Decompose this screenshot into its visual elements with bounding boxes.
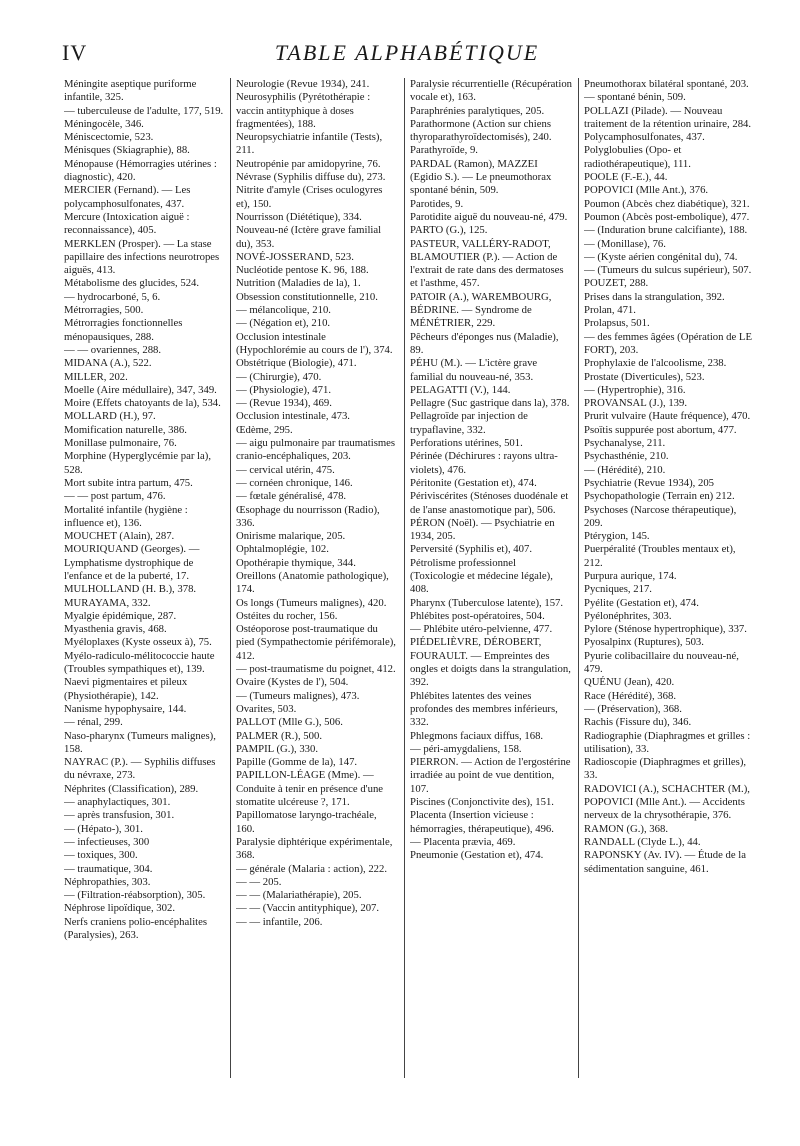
index-entry: — hydrocarboné, 5, 6. bbox=[64, 290, 161, 303]
index-entry: Pêcheurs d'éponges nus (Maladie), 89. bbox=[410, 330, 559, 356]
index-entry: PÉHU (M.). — L'ictère grave familial du nouveau-né, 353. bbox=[410, 357, 538, 383]
index-entry: Névrase (Syphilis diffuse du), 273. bbox=[236, 171, 386, 184]
index-entry: Radioscopie (Diaphragmes et grilles), 33. bbox=[584, 756, 747, 782]
index-entry: — toxiques, 300. bbox=[64, 849, 138, 862]
index-entry: — après transfusion, 301. bbox=[64, 809, 175, 822]
index-entry: — (Hépato-), 301. bbox=[64, 822, 143, 835]
index-entry: — (Induration brune calcifiante), 188. bbox=[584, 224, 748, 237]
index-entry: MERKLEN (Prosper). — La stase papillaire des infections neurotropes aiguës, 413. bbox=[64, 237, 220, 277]
index-entry: Pyurie colibacillaire du nouveau-né, 479. bbox=[584, 649, 739, 676]
index-entry: — Phlébite utéro-pelvienne, 477. bbox=[410, 623, 553, 636]
index-entry: Onirisme malarique, 205. bbox=[236, 530, 346, 543]
index-entry: — — post partum, 476. bbox=[64, 490, 166, 503]
index-entry: Ménopause (Hémorragies utérines : diagnostic), 420. bbox=[64, 157, 217, 184]
index-entry: — rénal, 299. bbox=[64, 716, 123, 729]
index-entry: — (Négation et), 210. bbox=[236, 317, 331, 330]
index-entry: — spontané bénin, 509. bbox=[584, 91, 686, 104]
index-entry: PARTO (G.), 125. bbox=[410, 224, 488, 237]
index-entry: Mercure (Intoxication aiguë : reconnaissance), 405. bbox=[64, 210, 190, 237]
index-entry: Péritonite (Gestation et), 474. bbox=[410, 476, 537, 489]
index-entry: Oreillons (Anatomie pathologique), 174. bbox=[236, 569, 389, 596]
index-entry: Ovarites, 503. bbox=[236, 702, 297, 715]
index-entry: Myélo-radiculo-mélitococcie haute (Troubles sympathiques et), 139. bbox=[64, 649, 215, 676]
index-entry: — (Monillase), 76. bbox=[584, 237, 666, 250]
index-entry: Papillomatose laryngo-trachéale, 160. bbox=[236, 809, 377, 835]
index-entry: Rachis (Fissure du), 346. bbox=[584, 716, 692, 729]
index-entry: Nouveau-né (Ictère grave familial du), 353. bbox=[236, 224, 382, 250]
index-entry: Ménisques (Skiagraphie), 88. bbox=[64, 144, 190, 157]
index-entry: Œdème, 295. bbox=[236, 423, 293, 436]
index-entry: — générale (Malaria : action), 222. bbox=[236, 862, 388, 875]
index-entry: Prostate (Diverticules), 523. bbox=[584, 370, 705, 383]
index-entry: Méningocèle, 346. bbox=[64, 117, 144, 130]
index-entry: POUZET, 288. bbox=[584, 277, 649, 290]
index-entry: Métabolisme des glucides, 524. bbox=[64, 277, 200, 290]
index-entry: Ostéites du rocher, 156. bbox=[236, 609, 338, 622]
index-entry: — cervical utérin, 475. bbox=[236, 463, 335, 476]
index-entry: Opothérapie thymique, 344. bbox=[236, 556, 356, 569]
index-entry: Naso-pharynx (Tumeurs malignes), 158. bbox=[64, 729, 216, 755]
index-entry: — — ovariennes, 288. bbox=[64, 343, 162, 356]
index-entry: PALMER (R.), 500. bbox=[236, 729, 323, 742]
index-entry: — — infantile, 206. bbox=[236, 915, 323, 928]
index-entry: Paraphrénies paralytiques, 205. bbox=[410, 104, 545, 117]
page-number: IV bbox=[62, 40, 88, 65]
index-entry: Ovaire (Kystes de l'), 504. bbox=[236, 676, 349, 689]
index-entry: Psychasthénie, 210. bbox=[584, 450, 669, 463]
index-entry: Phlébites latentes des veines profondes des membres inférieurs, 332. bbox=[410, 689, 558, 729]
index-entry: Pneumothorax bilatéral spontané, 203. bbox=[584, 78, 749, 90]
index-entry: Papille (Gomme de la), 147. bbox=[236, 756, 358, 769]
index-entry: NOVÉ-JOSSERAND, 523. bbox=[236, 250, 354, 263]
index-entry: Neutropénie par amidopyrine, 76. bbox=[236, 157, 381, 170]
index-entry: PASTEUR, VALLÉRY-RADOT, BLAMOUTIER (P.). — Action de l'extrait de rate dans des dermatoses et l'asthme, 457. bbox=[410, 237, 564, 290]
index-entry: Neuropsychiatrie infantile (Tests), 211. bbox=[236, 131, 383, 157]
index-entry: Pneumonie (Gestation et), 474. bbox=[410, 849, 544, 862]
index-entry: — post-traumatisme du poignet, 412. bbox=[236, 663, 396, 676]
index-entry: Phlébites post-opératoires, 504. bbox=[410, 609, 545, 622]
index-entry: Neurologie (Revue 1934), 241. bbox=[236, 78, 370, 90]
index-entry: — (Hérédité), 210. bbox=[584, 463, 666, 476]
index-entry: Momification naturelle, 386. bbox=[64, 423, 187, 436]
index-entry: PARDAL (Ramon), MAZZEI (Egidio S.). — Le pneumothorax spontané bénin, 509. bbox=[410, 157, 552, 197]
index-entry: — (Tumeurs du sulcus supérieur), 507. bbox=[584, 264, 752, 277]
index-entry: Pellagre (Suc gastrique dans la), 378. bbox=[410, 397, 570, 410]
index-entry: MOLLARD (H.), 97. bbox=[64, 410, 156, 423]
index-entry: PIERRON. — Action de l'ergostérine irradiée au point de vue dentition, 107. bbox=[410, 756, 571, 795]
index-entry: Poumon (Abcès post-embolique), 477. bbox=[584, 210, 750, 223]
index-entry: — cornéen chronique, 146. bbox=[236, 476, 353, 489]
index-entry: Néphrites (Classification), 289. bbox=[64, 782, 199, 795]
index-entry: Prolan, 471. bbox=[584, 304, 636, 317]
index-entry: Pycniques, 217. bbox=[584, 583, 652, 596]
index-entry: Prises dans la strangulation, 392. bbox=[584, 290, 725, 303]
index-entry: Purpura aurique, 174. bbox=[584, 569, 677, 582]
index-entry: Os longs (Tumeurs malignes), 420. bbox=[236, 596, 387, 609]
index-entry: Paralysie récurrentielle (Récupération vocale et), 163. bbox=[410, 78, 572, 104]
index-entry: Puerpéralité (Troubles mentaux et), 212. bbox=[584, 543, 736, 569]
index-entry: Nanisme hypophysaire, 144. bbox=[64, 702, 187, 715]
index-entry: — aigu pulmonaire par traumatismes cranio-encéphaliques, 203. bbox=[236, 437, 396, 463]
index-entry: — anaphylactiques, 301. bbox=[64, 796, 171, 809]
index-entry: Pyélonéphrites, 303. bbox=[584, 609, 672, 622]
index-entry: Polyglobulies (Opo- et radiothérapeutique), 111. bbox=[584, 144, 691, 170]
index-entry: QUÉNU (Jean), 420. bbox=[584, 676, 675, 689]
index-entry: Nourrisson (Diététique), 334. bbox=[236, 210, 362, 223]
index-entry: PROVANSAL (J.), 139. bbox=[584, 397, 688, 410]
index-entry: RADOVICI (A.), SCHACHTER (M.), POPOVICI (Mlle Ant.). — Accidents nerveux de la chrysothérapie, 376. bbox=[584, 782, 750, 822]
index-entry: Paralysie diphtérique expérimentale, 368. bbox=[236, 835, 393, 862]
index-entry: — (Chirurgie), 470. bbox=[236, 370, 322, 383]
index-column-1 bbox=[64, 78, 224, 1118]
index-entry: Psychanalyse, 211. bbox=[584, 437, 666, 450]
index-column-3 bbox=[410, 78, 572, 1118]
index-entry: Psychiatrie (Revue 1934), 205 bbox=[584, 476, 715, 489]
index-entry: Pyosalpinx (Ruptures), 503. bbox=[584, 636, 704, 649]
index-entry: POOLE (F.-E.), 44. bbox=[584, 171, 668, 184]
index-entry: — Placenta prævia, 469. bbox=[410, 835, 516, 848]
index-entry: Parathormone (Action sur chiens thyroparathyroïdectomisés), 240. bbox=[410, 117, 552, 144]
index-entry: Mortalité infantile (hygiène : influence et), 136. bbox=[64, 503, 188, 529]
index-entry: Périnée (Déchirures : rayons ultra-violets), 476. bbox=[410, 450, 558, 476]
index-entry: — — 205. bbox=[236, 875, 282, 888]
index-entry: Métrorragies fonctionnelles ménopausiques, 288. bbox=[64, 317, 183, 343]
index-entry: Néphrose lipoïdique, 302. bbox=[64, 902, 176, 915]
index-entry: Prolapsus, 501. bbox=[584, 317, 650, 330]
index-entry: Monillase pulmonaire, 76. bbox=[64, 437, 177, 450]
index-entry: Piscines (Conjonctivite des), 151. bbox=[410, 796, 554, 809]
index-entry: Pellagroïde par injection de trypaflavine, 332. bbox=[410, 410, 528, 436]
index-entry: Occlusion intestinale, 473. bbox=[236, 410, 350, 423]
index-entry: POPOVICI (Mlle Ant.), 376. bbox=[584, 184, 709, 197]
index-entry: Parotides, 9. bbox=[410, 197, 464, 210]
index-entry: Ophtalmoplégie, 102. bbox=[236, 543, 329, 556]
index-entry: Ostéoporose post-traumatique du pied (Sympathectomie périfémorale), 412. bbox=[236, 623, 396, 662]
index-column-2 bbox=[236, 78, 398, 1118]
index-entry: MOURIQUAND (Georges). — Lymphatisme dystrophique de l'enfance et de la puberté, 17. bbox=[64, 543, 200, 582]
index-entry: Méniscectomie, 523. bbox=[64, 131, 154, 144]
index-entry: MIDANA (A.), 522. bbox=[64, 357, 152, 370]
index-entry: Méningite aseptique puriforme infantile, 325. bbox=[64, 78, 197, 104]
column-divider bbox=[404, 78, 405, 1078]
index-entry: PÉRON (Noël). — Psychiatrie en 1934, 205. bbox=[410, 516, 555, 543]
index-entry: Pétrolisme professionnel (Toxicologie et médecine légale), 408. bbox=[410, 556, 553, 596]
index-entry: Nucléotide pentose K. 96, 188. bbox=[236, 264, 369, 277]
index-entry: RANDALL (Clyde L.), 44. bbox=[584, 835, 701, 848]
index-entry: Prophylaxie de l'alcoolisme, 238. bbox=[584, 357, 727, 370]
index-entry: RAMON (G.), 368. bbox=[584, 822, 669, 835]
index-entry: Perversité (Syphilis et), 407. bbox=[410, 543, 532, 556]
index-entry: NAYRAC (P.). — Syphilis diffuses du névraxe, 273. bbox=[64, 756, 216, 782]
index-entry: Myasthenia gravis, 468. bbox=[64, 623, 167, 636]
index-entry: — (Filtration-réabsorption), 305. bbox=[64, 889, 206, 902]
index-column-4 bbox=[584, 78, 752, 1118]
index-entry: POLLAZI (Pilade). — Nouveau traitement de la rétention urinaire, 284. bbox=[584, 104, 752, 130]
index-entry: Myalgie épidémique, 287. bbox=[64, 609, 177, 622]
index-entry: PAPILLON-LÉAGE (Mme). — Conduite à tenir en présence d'une stomatite ulcéreuse ?, 171. bbox=[236, 769, 384, 809]
index-entry: MOUCHET (Alain), 287. bbox=[64, 530, 175, 543]
column-divider bbox=[230, 78, 231, 1078]
index-entry: Psychoses (Narcose thérapeutique), 209. bbox=[584, 503, 737, 529]
index-entry: Neurosyphilis (Pyrétothérapie : vaccin antityphique à doses fragmentées), 188. bbox=[236, 91, 371, 130]
index-entry: PATOIR (A.), WAREMBOURG, BÉDRINE. — Syndrome de MÉNÉTRIER, 229. bbox=[410, 290, 552, 330]
index-entry: — des femmes âgées (Opération de LE FORT), 203. bbox=[584, 330, 752, 356]
index-entry: — (Hypertrophie), 316. bbox=[584, 383, 686, 396]
index-entry: Prurit vulvaire (Haute fréquence), 470. bbox=[584, 410, 751, 423]
index-entry: — (Kyste aérien congénital du), 74. bbox=[584, 250, 738, 263]
index-entry: — traumatique, 304. bbox=[64, 862, 153, 875]
index-entry: Néphropathies, 303. bbox=[64, 875, 151, 888]
index-entry: Métrorragies, 500. bbox=[64, 304, 144, 317]
index-entry: PIÉDELIÈVRE, DÉROBERT, FOURAULT. — Empreintes des ongles et doigts dans la strangulation, 392. bbox=[410, 636, 571, 689]
index-entry: Morphine (Hyperglycémie par la), 528. bbox=[64, 450, 211, 476]
index-entry: Moire (Effets chatoyants de la), 534. bbox=[64, 397, 221, 410]
index-entry: Phlegmons faciaux diffus, 168. bbox=[410, 729, 544, 742]
page-title: TABLE ALPHABÉTIQUE bbox=[274, 40, 540, 65]
index-entry: Psoïtis suppurée post abortum, 477. bbox=[584, 423, 737, 436]
index-entry: MERCIER (Fernand). — Les polycamphosulfonates, 437. bbox=[64, 184, 191, 210]
index-entry: Parotidite aiguë du nouveau-né, 479. bbox=[410, 210, 568, 223]
index-entry: Pylore (Sténose hypertrophique), 337. bbox=[584, 623, 747, 636]
index-entry: Polycamphosulfonates, 437. bbox=[584, 131, 705, 144]
index-entry: Moelle (Aire médullaire), 347, 349. bbox=[64, 383, 217, 396]
index-entry: Perforations utérines, 501. bbox=[410, 437, 523, 450]
index-entry: Naevi pigmentaires et pileux (Physiothérapie), 142. bbox=[64, 676, 188, 702]
index-entry: MURAYAMA, 332. bbox=[64, 596, 151, 609]
index-entry: — (Préservation), 368. bbox=[584, 702, 682, 715]
index-entry: RAPONSKY (Av. IV). — Étude de la sédimentation sanguine, 461. bbox=[584, 849, 746, 875]
index-entry: — — (Vaccin antityphique), 207. bbox=[236, 902, 380, 915]
index-entry: Obstétrique (Biologie), 471. bbox=[236, 357, 357, 370]
index-entry: — — (Malariathérapie), 205. bbox=[236, 889, 362, 902]
index-entry: — fœtale généralisé, 478. bbox=[236, 490, 347, 503]
index-entry: — (Physiologie), 471. bbox=[236, 383, 331, 396]
index-entry: Psychopathologie (Terrain en) 212. bbox=[584, 490, 735, 503]
index-entry: Périviscérites (Sténoses duodénale et de l'anse anastomotique par), 506. bbox=[410, 490, 569, 516]
index-entry: Occlusion intestinale (Hypochlorémie au cours de l'), 374. bbox=[236, 330, 393, 356]
index-entry: Parathyroïde, 9. bbox=[410, 144, 478, 157]
index-entry: — péri-amygdaliens, 158. bbox=[410, 742, 522, 755]
index-entry: Radiographie (Diaphragmes et grilles : utilisation), 33. bbox=[584, 729, 751, 755]
index-entry: Mort subite intra partum, 475. bbox=[64, 476, 193, 489]
index-entry: MULHOLLAND (H. B.), 378. bbox=[64, 583, 197, 596]
index-entry: MILLER, 202. bbox=[64, 370, 128, 383]
page-header bbox=[62, 40, 752, 74]
index-entry: Nutrition (Maladies de la), 1. bbox=[236, 277, 361, 290]
index-entry: Poumon (Abcès chez diabétique), 321. bbox=[584, 197, 750, 210]
index-entry: Placenta (Insertion vicieuse : hémorragies, thérapeutique), 496. bbox=[410, 809, 554, 835]
index-entry: Obsession constitutionnelle, 210. bbox=[236, 290, 378, 303]
index-entry: Myéloplaxes (Kyste osseux à), 75. bbox=[64, 636, 212, 649]
index-columns bbox=[64, 78, 764, 1118]
column-divider bbox=[578, 78, 579, 1078]
index-entry: Ptérygion, 145. bbox=[584, 530, 650, 543]
index-entry: — (Revue 1934), 469. bbox=[236, 397, 332, 410]
index-entry: Nitrite d'amyle (Crises oculogyres et), 150. bbox=[236, 184, 383, 210]
index-entry: — (Tumeurs malignes), 473. bbox=[236, 689, 360, 702]
index-entry: PALLOT (Mlle G.), 506. bbox=[236, 716, 343, 729]
index-entry: Race (Hérédité), 368. bbox=[584, 689, 676, 702]
index-entry: — infectieuses, 300 bbox=[64, 835, 150, 848]
index-entry: Pyélite (Gestation et), 474. bbox=[584, 596, 699, 609]
index-entry: Œsophage du nourrisson (Radio), 336. bbox=[236, 503, 380, 529]
index-entry: PELAGATTI (V.), 144. bbox=[410, 383, 511, 396]
index-entry: Pharynx (Tuberculose latente), 157. bbox=[410, 596, 564, 609]
index-entry: PAMPIL (G.), 330. bbox=[236, 742, 319, 755]
index-entry: — tuberculeuse de l'adulte, 177, 519. bbox=[64, 104, 224, 117]
index-entry: Nerfs craniens polio-encéphalites (Paralysies), 263. bbox=[64, 915, 208, 941]
index-entry: — mélancolique, 210. bbox=[236, 304, 331, 317]
